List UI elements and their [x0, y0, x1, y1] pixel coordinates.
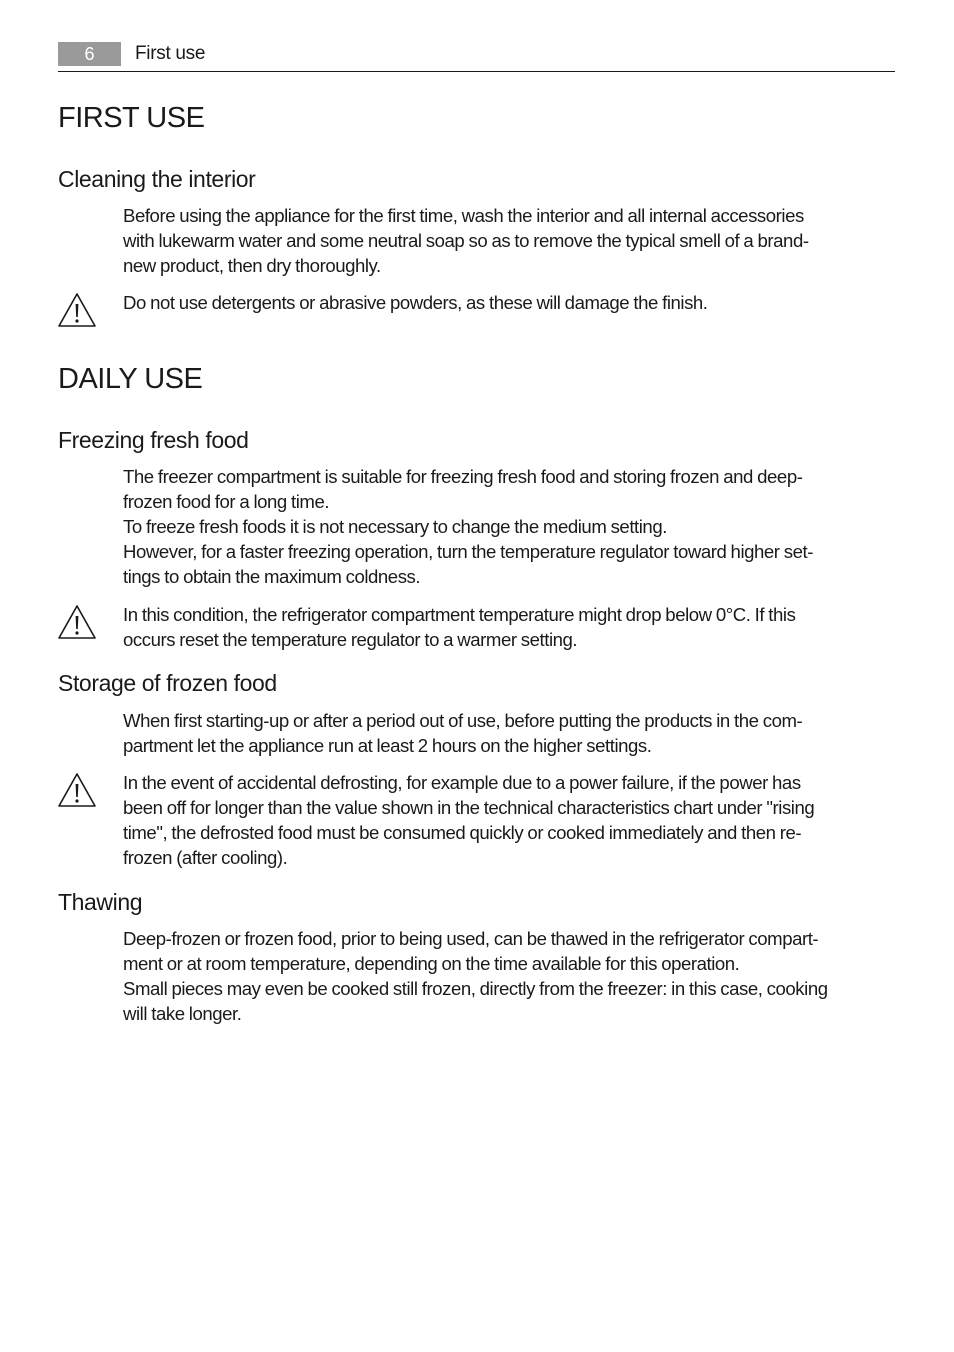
page-header — [58, 40, 895, 72]
thawing-heading: Thawing — [58, 889, 143, 915]
text-line: frozen food for a long time. — [123, 491, 330, 512]
freezing-warning — [123, 602, 898, 652]
daily-use-title: DAILY USE — [58, 363, 203, 395]
text-line: Small pieces may even be cooked still frozen, directly from the freezer: in this case, cooking — [123, 978, 828, 999]
cleaning-paragraph — [123, 203, 898, 278]
text-line: In this condition, the refrigerator compartment temperature might drop below 0°C. If this — [123, 604, 796, 625]
text-line: partment let the appliance run at least 2 hours on the higher settings. — [123, 735, 652, 756]
text-line: time", the defrosted food must be consumed quickly or cooked immediately and then re- — [123, 822, 802, 843]
page-number: 6 — [58, 42, 121, 66]
text-line: with lukewarm water and some neutral soap so as to remove the typical smell of a brand- — [123, 230, 809, 251]
text-line: frozen (after cooling). — [123, 847, 288, 868]
text-line: Deep-frozen or frozen food, prior to being used, can be thawed in the refrigerator compart- — [123, 928, 819, 949]
storage-warning — [123, 770, 898, 870]
freezing-heading: Freezing fresh food — [58, 427, 249, 453]
cleaning-warning — [123, 290, 898, 315]
warning-triangle-icon — [57, 292, 97, 328]
text-line: new product, then dry thoroughly. — [123, 255, 381, 276]
text-line: occurs reset the temperature regulator to a warmer setting. — [123, 629, 578, 650]
text-line: When first starting-up or after a period out of use, before putting the products in the com- — [123, 710, 803, 731]
text-line: Before using the appliance for the first time, wash the interior and all internal accessories — [123, 205, 804, 226]
warning-triangle-icon — [57, 772, 97, 808]
text-line: To freeze fresh foods it is not necessary to change the medium setting. — [123, 516, 667, 537]
first-use-title: FIRST USE — [58, 102, 205, 134]
text-line: ment or at room temperature, depending on the time available for this operation. — [123, 953, 740, 974]
storage-paragraph — [123, 708, 898, 758]
header-section-label: First use — [135, 43, 206, 64]
text-line: However, for a faster freezing operation, turn the temperature regulator toward higher set- — [123, 541, 813, 562]
text-line: tings to obtain the maximum coldness. — [123, 566, 421, 587]
warning-triangle-icon — [57, 604, 97, 640]
text-line: Do not use detergents or abrasive powders, as these will damage the finish. — [123, 292, 708, 313]
cleaning-heading: Cleaning the interior — [58, 166, 256, 192]
text-line: In the event of accidental defrosting, for example due to a power failure, if the power has — [123, 772, 801, 793]
thawing-paragraph — [123, 926, 898, 1026]
text-line: been off for longer than the value shown in the technical characteristics chart under "rising — [123, 797, 815, 818]
text-line: The freezer compartment is suitable for freezing fresh food and storing frozen and deep- — [123, 466, 803, 487]
storage-heading: Storage of frozen food — [58, 670, 277, 696]
freezing-paragraph — [123, 464, 898, 589]
text-line: will take longer. — [123, 1003, 242, 1024]
